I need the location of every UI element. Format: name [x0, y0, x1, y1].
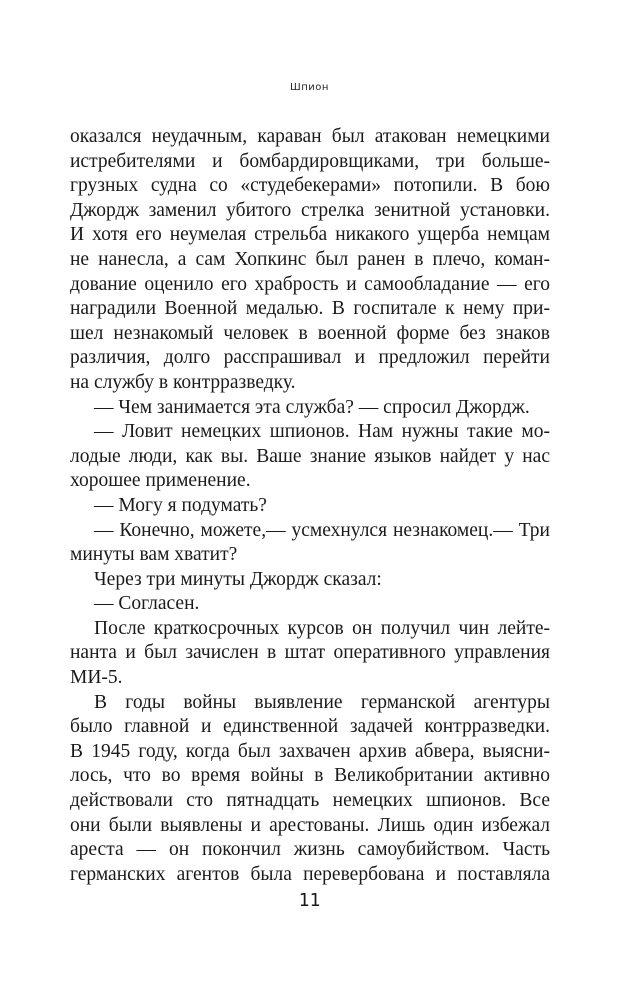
text-line: — Согласен.	[94, 593, 200, 615]
text-line: германских агентов была перевербована и поставляла	[70, 863, 550, 885]
text-line: на службу в контрразведку.	[70, 371, 296, 393]
text-line: В годы войны выявление германской агентуры	[94, 691, 550, 713]
text-line: действовали сто пятнадцать немецких шпионов. Все	[70, 790, 550, 812]
text-line: лодые люди, как вы. Ваше знание языков найдет у нас	[70, 445, 550, 467]
text-line: не нанесла, а сам Хопкинс был ранен в плечо, коман-	[70, 248, 550, 270]
text-line: они были выявлены и арестованы. Лишь один избежал	[70, 814, 550, 836]
text-line: истребителями и бомбардировщиками, три больше-	[70, 150, 550, 172]
text-line: минуты вам хватит?	[70, 544, 238, 566]
text-line: оказался неудачным, караван был атакован немецкими	[70, 126, 550, 147]
text-line: наградили Военной медалью. В госпитале к нему при-	[70, 298, 550, 320]
text-line: дование оценило его храбрость и самообладание — его	[70, 273, 550, 295]
text-line: МИ-5.	[70, 667, 123, 689]
text-line: — Чем занимается эта служба? — спросил Джордж.	[94, 396, 530, 418]
text-line: грузных судна со «студебекерами» потопили. В бою	[70, 175, 550, 197]
text-body	[70, 125, 550, 887]
text-line: И хотя его неумелая стрельба никакого ущерба немцам	[70, 224, 550, 246]
text-line: шел незнакомый человек в военной форме без знаков	[70, 322, 550, 344]
text-line: После краткосрочных курсов он получил чин лейте-	[94, 617, 550, 639]
page-number: 11	[298, 890, 321, 911]
text-line: лось, что во время войны в Великобритании активно	[70, 765, 550, 787]
text-line: Джордж заменил убитого стрелка зенитной установки.	[70, 199, 550, 221]
text-line: различия, долго расспрашивал и предложил перейти	[70, 347, 550, 369]
text-line: — Ловит немецких шпионов. Нам нужны такие мо-	[94, 421, 550, 443]
text-line: — Могу я подумать?	[94, 494, 267, 516]
text-line: хорошее применение.	[70, 470, 251, 492]
text-line: — Конечно, можете,— усмехнулся незнакомец.— Три	[94, 519, 550, 541]
text-line: было главной и единственной задачей контрразведки.	[70, 716, 550, 738]
text-line: ареста — он покончил жизнь самоубийством. Часть	[70, 839, 550, 861]
text-line: В 1945 году, когда был захвачен архив абвера, выясни-	[70, 740, 550, 762]
text-line: Через три минуты Джордж сказал:	[94, 568, 382, 590]
text-line: нанта и был зачислен в штат оперативного управления	[70, 642, 550, 664]
running-header: Шпион	[290, 82, 329, 93]
